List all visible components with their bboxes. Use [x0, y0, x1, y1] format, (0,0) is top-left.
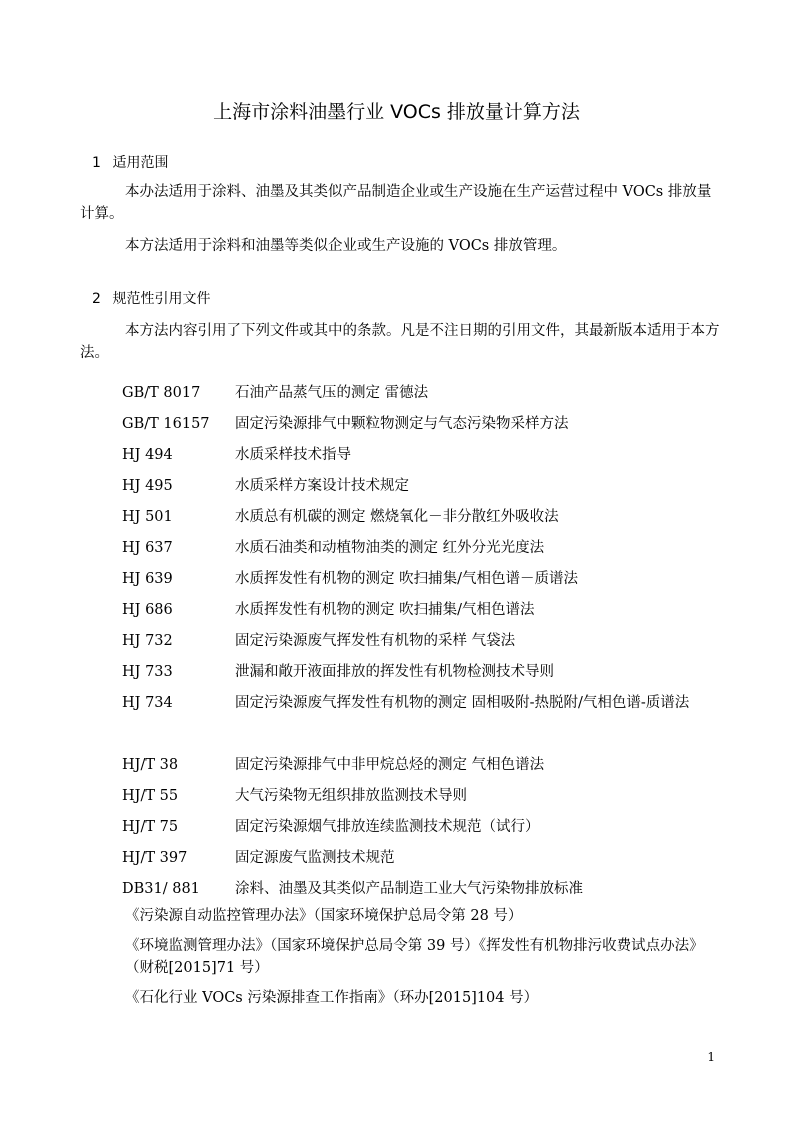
- section-1-heading: [92, 153, 168, 173]
- paragraph: 本方法内容引用了下列文件或其中的条款。凡是不注日期的引用文件，其最新版本适用于本方法。: [80, 323, 720, 361]
- reference-title: 固定污染源废气挥发性有机物的采样 气袋法: [235, 633, 516, 649]
- document-title: 上海市涂料油墨行业 VOCs 排放量计算方法: [213, 101, 580, 123]
- reference-row: [0, 874, 793, 905]
- reference-code: HJ 639: [122, 571, 173, 587]
- cited-document: 《污染源自动监控管理办法》（国家环境保护总局令第 28 号）: [125, 908, 523, 924]
- reference-code: HJ 501: [122, 509, 173, 525]
- reference-title: 固定源废气监测技术规范: [235, 850, 395, 866]
- reference-title: 水质采样方案设计技术规定: [235, 478, 409, 494]
- reference-row: [0, 812, 793, 843]
- reference-title: 水质挥发性有机物的测定 吹扫捕集/气相色谱法: [235, 602, 535, 618]
- reference-code: HJ/T 38: [122, 757, 179, 773]
- reference-title: 固定污染源废气挥发性有机物的测定 固相吸附-热脱附/气相色谱-质谱法: [235, 695, 690, 711]
- section-2-heading: [92, 289, 210, 309]
- reference-code: HJ/T 397: [122, 850, 188, 866]
- reference-row: [0, 781, 793, 812]
- reference-row: [0, 626, 793, 657]
- reference-row: [0, 657, 793, 688]
- reference-row: [0, 378, 793, 409]
- reference-title: 泄漏和敞开液面排放的挥发性有机物检测技术导则: [235, 664, 554, 680]
- reference-code: GB/T 8017: [122, 385, 201, 401]
- reference-title: 涂料、油墨及其类似产品制造工业大气污染物排放标准: [235, 881, 583, 897]
- reference-title: 水质挥发性有机物的测定 吹扫捕集/气相色谱－质谱法: [235, 571, 578, 587]
- reference-code: HJ 734: [122, 695, 173, 711]
- reference-row: [0, 688, 793, 750]
- reference-code: HJ 495: [122, 478, 173, 494]
- paragraph: 本办法适用于涂料、油墨及其类似产品制造企业或生产设施在生产运营过程中 VOCs 排放量计算。: [80, 184, 712, 222]
- section-number: 1: [92, 155, 101, 171]
- reference-code: HJ/T 75: [122, 819, 179, 835]
- reference-row: [0, 564, 793, 595]
- reference-code: HJ 686: [122, 602, 173, 618]
- reference-title: 水质石油类和动植物油类的测定 红外分光光度法: [235, 540, 545, 556]
- cited-document: 《石化行业 VOCs 污染源排查工作指南》（环办[2015]104 号）: [125, 990, 539, 1006]
- reference-row: [0, 409, 793, 440]
- reference-code: HJ 494: [122, 447, 173, 463]
- reference-code: GB/T 16157: [122, 416, 210, 432]
- reference-code: DB31/ 881: [122, 881, 200, 897]
- section-number: 2: [92, 291, 101, 307]
- section-title: 规范性引用文件: [112, 291, 211, 307]
- reference-code: HJ 733: [122, 664, 173, 680]
- reference-title: 水质总有机碳的测定 燃烧氧化－非分散红外吸收法: [235, 509, 559, 525]
- reference-list: [0, 378, 793, 905]
- reference-title: 固定污染源排气中非甲烷总烃的测定 气相色谱法: [235, 757, 545, 773]
- reference-title: 大气污染物无组织排放监测技术导则: [235, 788, 467, 804]
- reference-row: [0, 471, 793, 502]
- reference-row: [0, 533, 793, 564]
- reference-title: 水质采样技术指导: [235, 447, 351, 463]
- reference-code: HJ 637: [122, 540, 173, 556]
- cited-documents-list: [125, 905, 720, 1017]
- section-title: 适用范围: [112, 155, 169, 171]
- reference-row: [0, 595, 793, 626]
- reference-row: [0, 440, 793, 471]
- paragraph: 本方法适用于涂料和油墨等类似企业或生产设施的 VOCs 排放管理。: [125, 238, 567, 254]
- reference-title: 石油产品蒸气压的测定 雷德法: [235, 385, 429, 401]
- cited-document: 《环境监测管理办法》（国家环境保护总局令第 39 号）《挥发性有机物排污收费试点办法》（财税[2015]71 号）: [125, 938, 704, 976]
- reference-code: HJ 732: [122, 633, 173, 649]
- page-number: 1: [707, 1050, 715, 1064]
- reference-row: [0, 750, 793, 781]
- reference-code: HJ/T 55: [122, 788, 179, 804]
- reference-title: 固定污染源排气中颗粒物测定与气态污染物采样方法: [235, 416, 569, 432]
- reference-row: [0, 502, 793, 533]
- reference-title: 固定污染源烟气排放连续监测技术规范（试行）: [235, 819, 540, 835]
- reference-row: [0, 843, 793, 874]
